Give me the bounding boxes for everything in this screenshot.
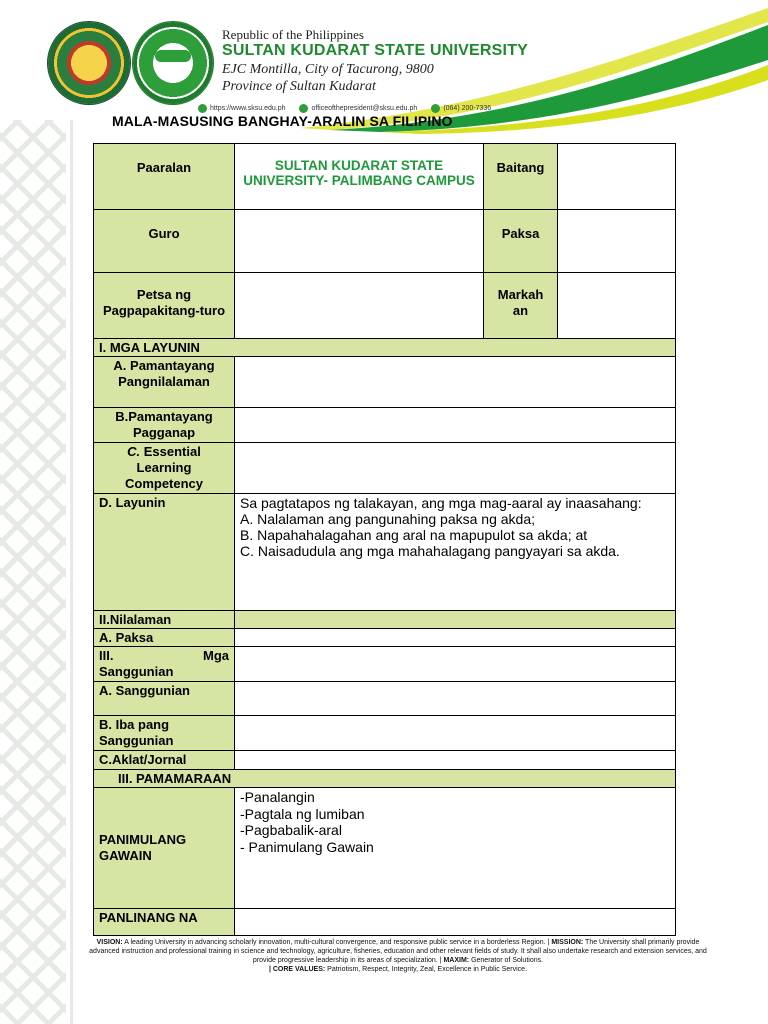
petsa-label: Petsa ng Pagpapakitang-turo bbox=[94, 273, 235, 339]
contact-bar bbox=[198, 104, 491, 113]
markahan-field[interactable] bbox=[558, 273, 676, 339]
side-divider-line bbox=[70, 120, 73, 1024]
address-text: EJC Montilla, City of Tacurong, 9800 bbox=[222, 62, 434, 77]
baitang-field[interactable] bbox=[558, 144, 676, 210]
vision-text: A leading University in advancing scholarly innovation, multi-cultural convergence, and responsive public service in a borderless Region. | bbox=[122, 939, 552, 946]
mga-sanggunian-num: III. bbox=[99, 648, 114, 663]
layunin-item-b: B. Napahahalagahan ang aral na mapupulot sa akda; at bbox=[240, 527, 588, 543]
layunin-section-label: I. MGA LAYUNIN bbox=[94, 339, 676, 357]
row-mga-sanggunian bbox=[94, 647, 676, 682]
a-sanggunian-label: A. Sanggunian bbox=[94, 682, 235, 716]
nilalaman-section-fill bbox=[235, 611, 676, 629]
pamantayang-pangnilalaman-field[interactable] bbox=[235, 357, 676, 408]
globe-icon bbox=[198, 104, 207, 113]
row-panimulang-gawain bbox=[94, 788, 676, 909]
pamantayang-pangnilalaman-label: A. Pamantayang Pangnilalaman bbox=[94, 357, 235, 408]
website-text: https://www.sksu.edu.ph bbox=[210, 105, 286, 112]
layunin-field[interactable] bbox=[235, 494, 676, 611]
pamantayang-pagganap-field[interactable] bbox=[235, 408, 676, 443]
a-sanggunian-field[interactable] bbox=[235, 682, 676, 716]
university-seal-logo bbox=[48, 22, 130, 104]
email-contact[interactable] bbox=[299, 104, 417, 113]
row-pamantayang-pagganap bbox=[94, 408, 676, 443]
vision-label: VISION: bbox=[96, 939, 123, 946]
row-pamantayang-pangnilalaman bbox=[94, 357, 676, 408]
competency-text: Essential Learning Competency bbox=[124, 444, 204, 491]
panimulang-gawain-field[interactable] bbox=[235, 788, 676, 909]
layunin-item-c: C. Naisadudula ang mga mahahalagang pangyayari sa akda. bbox=[240, 543, 620, 559]
panimula-item-4: - Panimulang Gawain bbox=[240, 838, 374, 855]
panlinang-na-label: PANLINANG NA bbox=[94, 909, 235, 936]
mga-sanggunian-line2: Sanggunian bbox=[99, 664, 174, 679]
row-competency bbox=[94, 443, 676, 494]
footer-vmgo bbox=[88, 938, 708, 974]
phone-contact[interactable] bbox=[431, 104, 491, 113]
university-name: SULTAN KUDARAT STATE UNIVERSITY bbox=[222, 42, 529, 59]
mga-sanggunian-field[interactable] bbox=[235, 647, 676, 682]
panimula-item-1: -Panalangin bbox=[240, 789, 315, 805]
maxim-label: MAXIM: bbox=[443, 957, 470, 964]
layunin-intro: Sa pagtatapos ng talakayan, ang mga mag-aaral ay inaasahang: bbox=[240, 495, 642, 511]
row-panlinang-na bbox=[94, 909, 676, 936]
panimula-item-2: -Pagtala ng lumiban bbox=[240, 805, 365, 822]
markahan-label: Markah an bbox=[484, 273, 558, 339]
row-layunin bbox=[94, 494, 676, 611]
paaralan-label: Paaralan bbox=[94, 144, 235, 210]
document-title: MALA-MASUSING BANGHAY-ARALIN SA FILIPINO bbox=[112, 113, 453, 129]
aklat-jornal-field[interactable] bbox=[235, 751, 676, 770]
guro-label: Guro bbox=[94, 210, 235, 273]
row-paaralan bbox=[94, 144, 676, 210]
core-values-label: | CORE VALUES: bbox=[268, 966, 326, 973]
phone-text: (064) 200-7336 bbox=[443, 105, 492, 112]
guro-field[interactable] bbox=[235, 210, 484, 273]
panlinang-na-field[interactable] bbox=[235, 909, 676, 936]
campus-emblem-logo bbox=[133, 22, 213, 104]
mission-label: MISSION: bbox=[551, 939, 584, 946]
panimulang-gawain-label: PANIMULANG GAWAIN bbox=[94, 788, 235, 909]
paaralan-value[interactable]: SULTAN KUDARAT STATE UNIVERSITY- PALIMBANG CAMPUS bbox=[235, 144, 484, 210]
row-a-sanggunian bbox=[94, 682, 676, 716]
pamantayang-pagganap-label: B.Pamantayang Pagganap bbox=[94, 408, 235, 443]
nilalaman-label: II.Nilalaman bbox=[94, 611, 235, 629]
mga-sanggunian-label bbox=[94, 647, 235, 682]
row-iba-pang-sanggunian bbox=[94, 716, 676, 751]
layunin-item-a: A. Nalalaman ang pangunahing paksa ng akda; bbox=[240, 511, 535, 527]
competency-prefix: C. bbox=[127, 444, 141, 459]
row-nilalaman bbox=[94, 611, 676, 629]
maxim-text: Generator of Solutions. bbox=[469, 957, 544, 964]
layunin-label: D. Layunin bbox=[94, 494, 235, 611]
aklat-jornal-label: C.Aklat/Jornal bbox=[94, 751, 235, 770]
panimula-item-3: -Pagbabalik-aral bbox=[240, 822, 342, 838]
row-paksa bbox=[94, 629, 676, 647]
paksa-field[interactable] bbox=[558, 210, 676, 273]
mga-sanggunian-line1 bbox=[99, 648, 229, 664]
row-pamamaraan-section bbox=[94, 770, 676, 788]
row-layunin-section bbox=[94, 339, 676, 357]
row-petsa bbox=[94, 273, 676, 339]
mga-sanggunian-word: Mga bbox=[203, 648, 229, 663]
mission-text: The University shall primarily provide advanced instruction and professional training in science and technology, agriculture, fisheries, education and other relevant fields of study. It shall also undertake research and extension services, and provide progressive leadership in its areas of specialization. | bbox=[89, 939, 707, 964]
pamamaraan-section-label: III. PAMAMARAAN bbox=[94, 770, 676, 788]
lesson-plan-table bbox=[93, 143, 676, 936]
iba-pang-sanggunian-field[interactable] bbox=[235, 716, 676, 751]
side-decorative-pattern bbox=[0, 120, 66, 1024]
phone-icon bbox=[431, 104, 440, 113]
a-paksa-field[interactable] bbox=[235, 629, 676, 647]
iba-pang-sanggunian-label: B. Iba pang Sanggunian bbox=[94, 716, 235, 751]
paksa-label: Paksa bbox=[484, 210, 558, 273]
a-paksa-label: A. Paksa bbox=[94, 629, 235, 647]
republic-text: Republic of the Philippines bbox=[222, 27, 364, 42]
email-icon bbox=[299, 104, 308, 113]
row-aklat-jornal bbox=[94, 751, 676, 770]
website-contact[interactable] bbox=[198, 104, 285, 113]
row-guro bbox=[94, 210, 676, 273]
province-text: Province of Sultan Kudarat bbox=[222, 79, 376, 94]
competency-label bbox=[94, 443, 235, 494]
baitang-label: Baitang bbox=[484, 144, 558, 210]
petsa-field[interactable] bbox=[235, 273, 484, 339]
email-text: officeofthepresident@sksu.edu.ph bbox=[311, 105, 418, 112]
core-values-text: Patriotism, Respect, Integrity, Zeal, Excellence in Public Service. bbox=[325, 966, 528, 973]
competency-field[interactable] bbox=[235, 443, 676, 494]
